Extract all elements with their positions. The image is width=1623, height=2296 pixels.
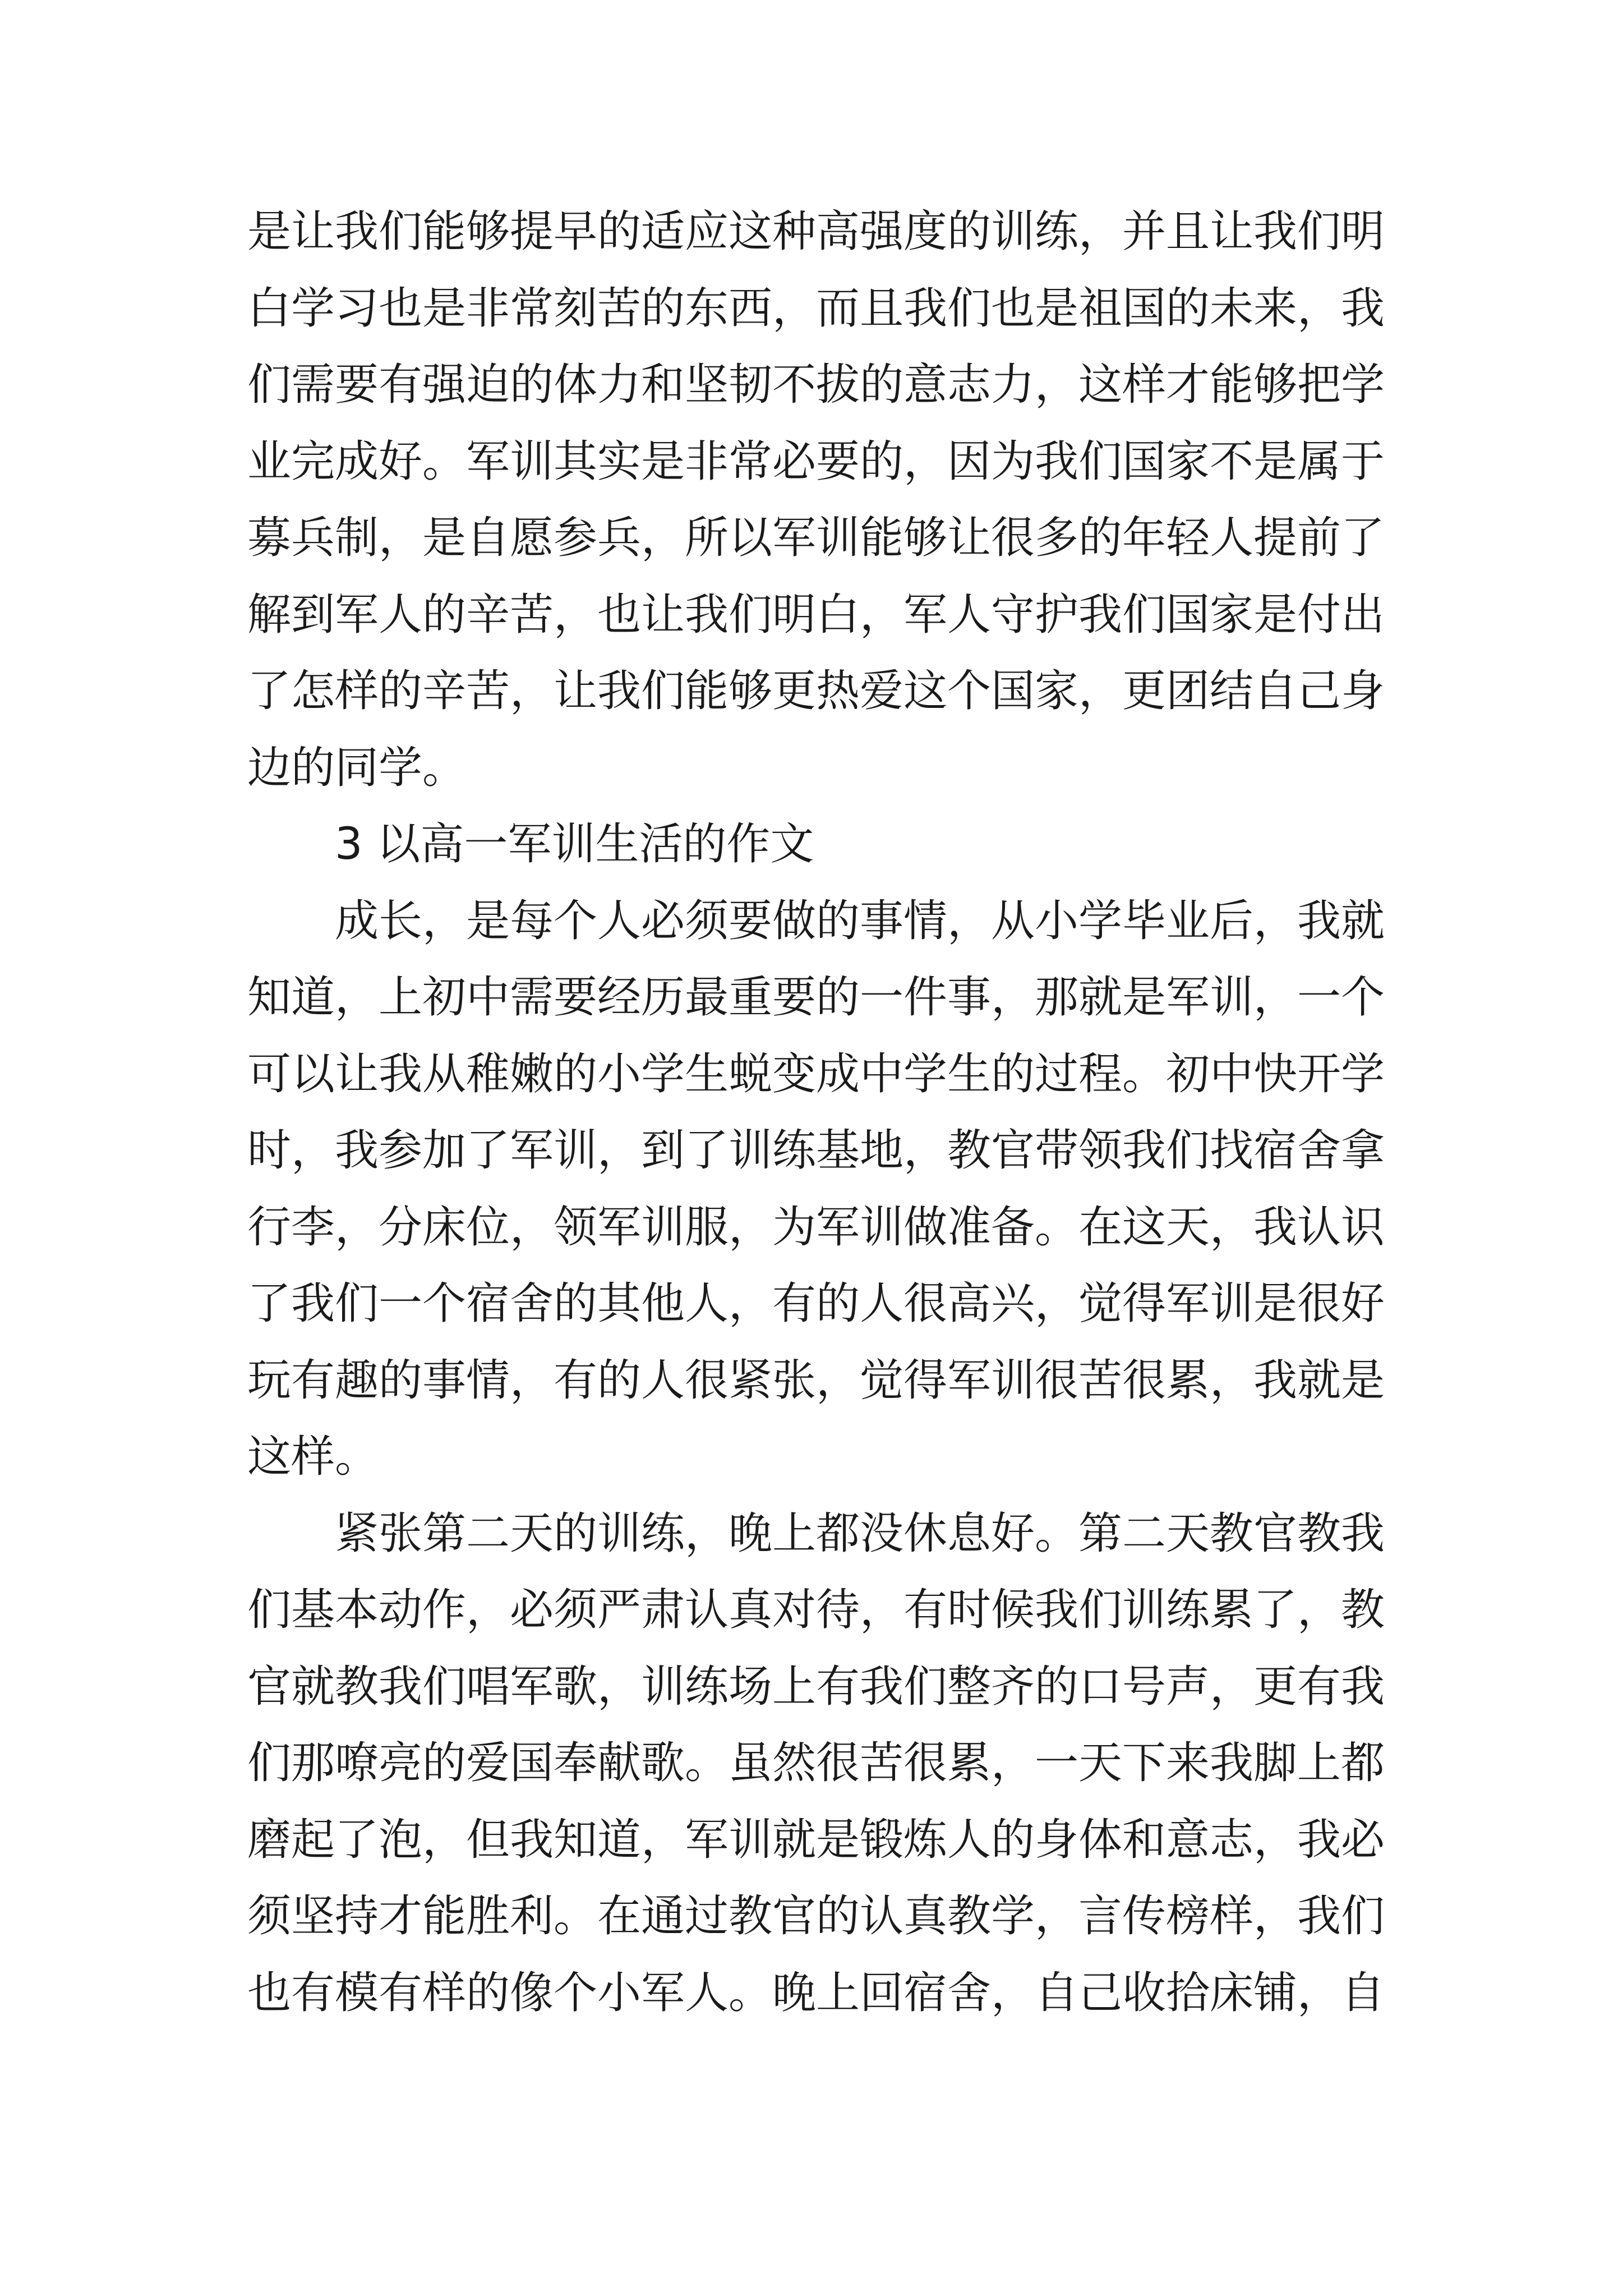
document-body (247, 194, 1391, 2031)
text-line: 磨起了泡，但我知道，军训就是锻炼人的身体和意志，我必 (247, 1814, 1385, 1865)
text-line: 们需要有强迫的体力和坚韧不拔的意志力，这样才能够把学 (247, 360, 1385, 410)
paragraph (247, 883, 1391, 1496)
section-heading (247, 806, 1391, 883)
text-line: 也有模有样的像个小军人。晚上回宿舍，自己收拾床铺，自 (247, 1967, 1385, 2018)
text-line: 这样。 (247, 1432, 379, 1482)
text-line: 玩有趣的事情，有的人很紧张，觉得军训很苦很累，我就是 (247, 1355, 1385, 1406)
text-line: 行李，分床位，领军训服，为军训做准备。在这天，我认识 (247, 1202, 1385, 1253)
text-line: 了我们一个宿舍的其他人，有的人很高兴，觉得军训是很好 (247, 1278, 1385, 1329)
text-line: 是让我们能够提早的适应这种高强度的训练，并且让我们明 (247, 206, 1385, 257)
paragraph-continuation (247, 194, 1391, 806)
text-line: 们那嘹亮的爱国奉献歌。虽然很苦很累，一天下来我脚上都 (247, 1738, 1385, 1788)
text-line: 官就教我们唱军歌，训练场上有我们整齐的口号声，更有我 (247, 1661, 1385, 1712)
text-line: 时，我参加了军训，到了训练基地，教官带领我们找宿舍拿 (247, 1125, 1385, 1176)
text-line: 知道，上初中需要经历最重要的一件事，那就是军训，一个 (247, 972, 1385, 1023)
text-line: 成长，是每个人必须要做的事情，从小学毕业后，我就 (335, 895, 1385, 946)
paragraph (247, 1496, 1391, 2032)
section-heading-text: 3 以高一军训生活的作文 (335, 819, 814, 869)
text-line: 可以让我从稚嫩的小学生蜕变成中学生的过程。初中快开学 (247, 1048, 1385, 1099)
text-line: 紧张第二天的训练，晚上都没休息好。第二天教官教我 (335, 1508, 1385, 1559)
text-line: 白学习也是非常刻苦的东西，而且我们也是祖国的未来，我 (247, 283, 1385, 334)
text-line: 们基本动作，必须严肃认真对待，有时候我们训练累了，教 (247, 1585, 1385, 1635)
text-line: 业完成好。军训其实是非常必要的，因为我们国家不是属于 (247, 436, 1385, 487)
text-line: 解到军人的辛苦，也让我们明白，军人守护我们国家是付出 (247, 589, 1385, 640)
text-line: 边的同学。 (247, 742, 467, 793)
text-line: 募兵制，是自愿参兵，所以军训能够让很多的年轻人提前了 (247, 513, 1385, 563)
text-line: 了怎样的辛苦，让我们能够更热爱这个国家，更团结自己身 (247, 666, 1385, 716)
text-line: 须坚持才能胜利。在通过教官的认真教学，言传榜样，我们 (247, 1891, 1385, 1941)
